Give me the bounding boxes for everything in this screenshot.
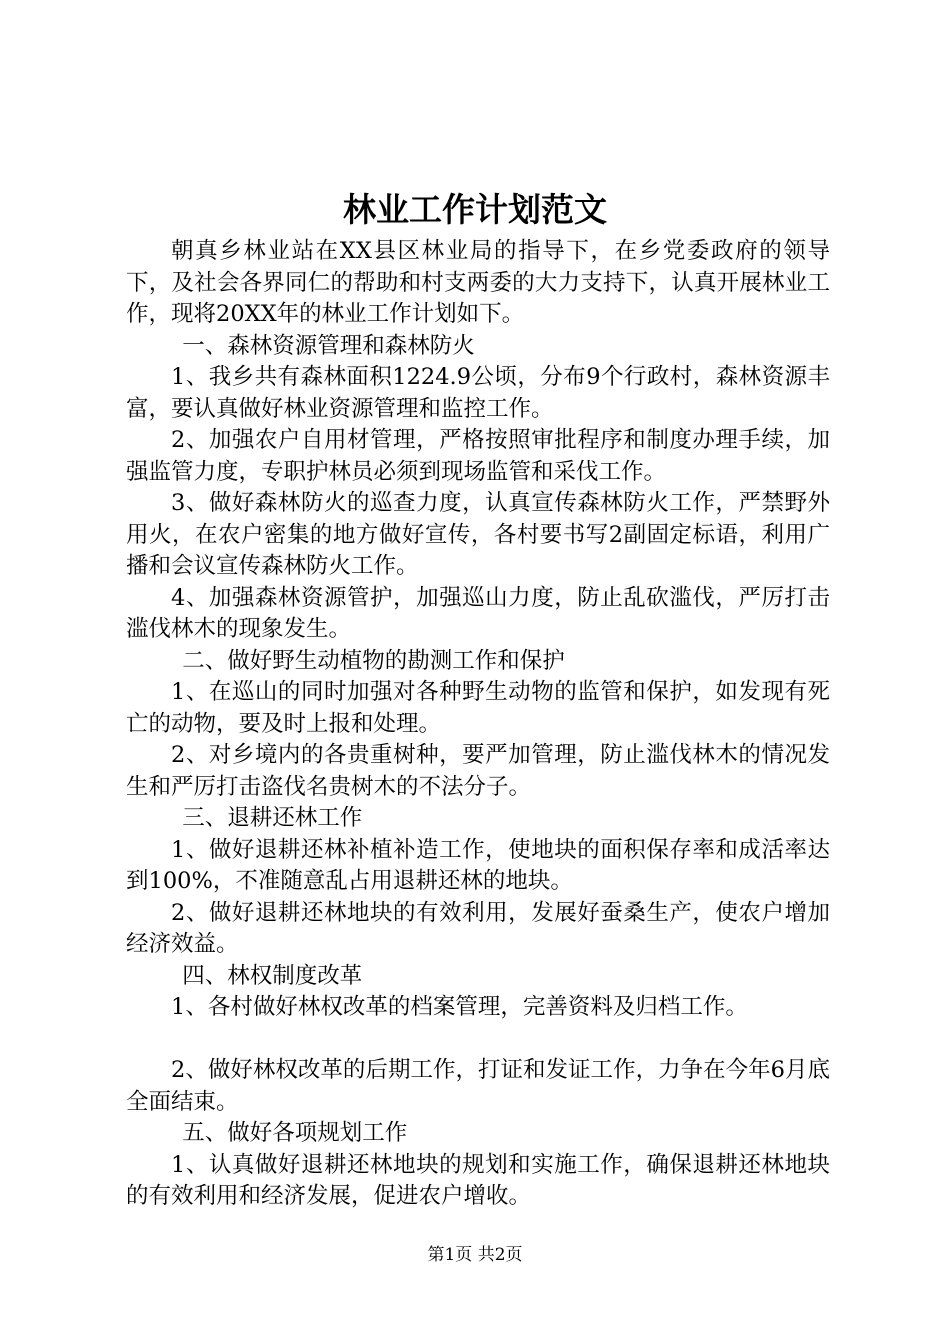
document-body (126, 236, 830, 1213)
paragraph: 2、加强农户自用材管理，严格按照审批程序和制度办理手续，加强监管力度，专职护林员必须到现场监管和采伐工作。 (126, 427, 830, 485)
section-heading-5: 五、做好各项规划工作 (182, 1120, 408, 1146)
section-heading-4: 四、林权制度改革 (182, 962, 363, 989)
section-heading-3: 三、退耕还林工作 (182, 805, 363, 831)
intro-paragraph: 朝真乡林业站在XX县区林业局的指导下，在乡党委政府的领导下，及社会各界同仁的帮助和村支两委的大力支持下，认真开展林业工作，现将20XX年的林业工作计划如下。 (126, 238, 830, 327)
paragraph: 2、做好退耕还林地块的有效利用，发展好蚕桑生产，使农户增加经济效益。 (126, 899, 830, 957)
paragraph: 3、做好森林防火的巡查力度，认真宣传森林防火工作，严禁野外用火，在农户密集的地方做好宣传，各村要书写2副固定标语，利用广播和会议宣传森林防火工作。 (126, 490, 830, 579)
page-number-footer: 第1页 共2页 (427, 1245, 523, 1265)
paragraph: 1、在巡山的同时加强对各种野生动物的监管和保护，如发现有死亡的动物，要及时上报和处理。 (126, 679, 830, 737)
section-heading-1: 一、森林资源管理和森林防火 (182, 332, 475, 359)
paragraph: 1、认真做好退耕还林地块的规划和实施工作，确保退耕还林地块的有效利用和经济发展，促进农户增收。 (126, 1151, 830, 1209)
paragraph: 2、对乡境内的各贵重树种，要严加管理，防止滥伐林木的情况发生和严厉打击盗伐名贵树木的不法分子。 (126, 742, 830, 800)
section-heading-2: 二、做好野生动植物的勘测工作和保护 (182, 647, 565, 674)
paragraph: 1、我乡共有森林面积1224.9公顷，分布9个行政村，森林资源丰富，要认真做好林业资源管理和监控工作。 (126, 364, 830, 422)
paragraph: 1、做好退耕还林补植补造工作，使地块的面积保存率和成活率达到100%，不准随意乱占用退耕还林的地块。 (126, 836, 830, 894)
paragraph: 1、各村做好林权改革的档案管理，完善资料及归档工作。 (171, 994, 748, 1020)
paragraph: 2、做好林权改革的后期工作，打证和发证工作，力争在今年6月底全面结束。 (126, 1057, 830, 1115)
document-title: 林业工作计划范文 (343, 190, 607, 229)
paragraph: 4、加强森林资源管护，加强巡山力度，防止乱砍滥伐，严厉打击滥伐林木的现象发生。 (126, 584, 830, 642)
